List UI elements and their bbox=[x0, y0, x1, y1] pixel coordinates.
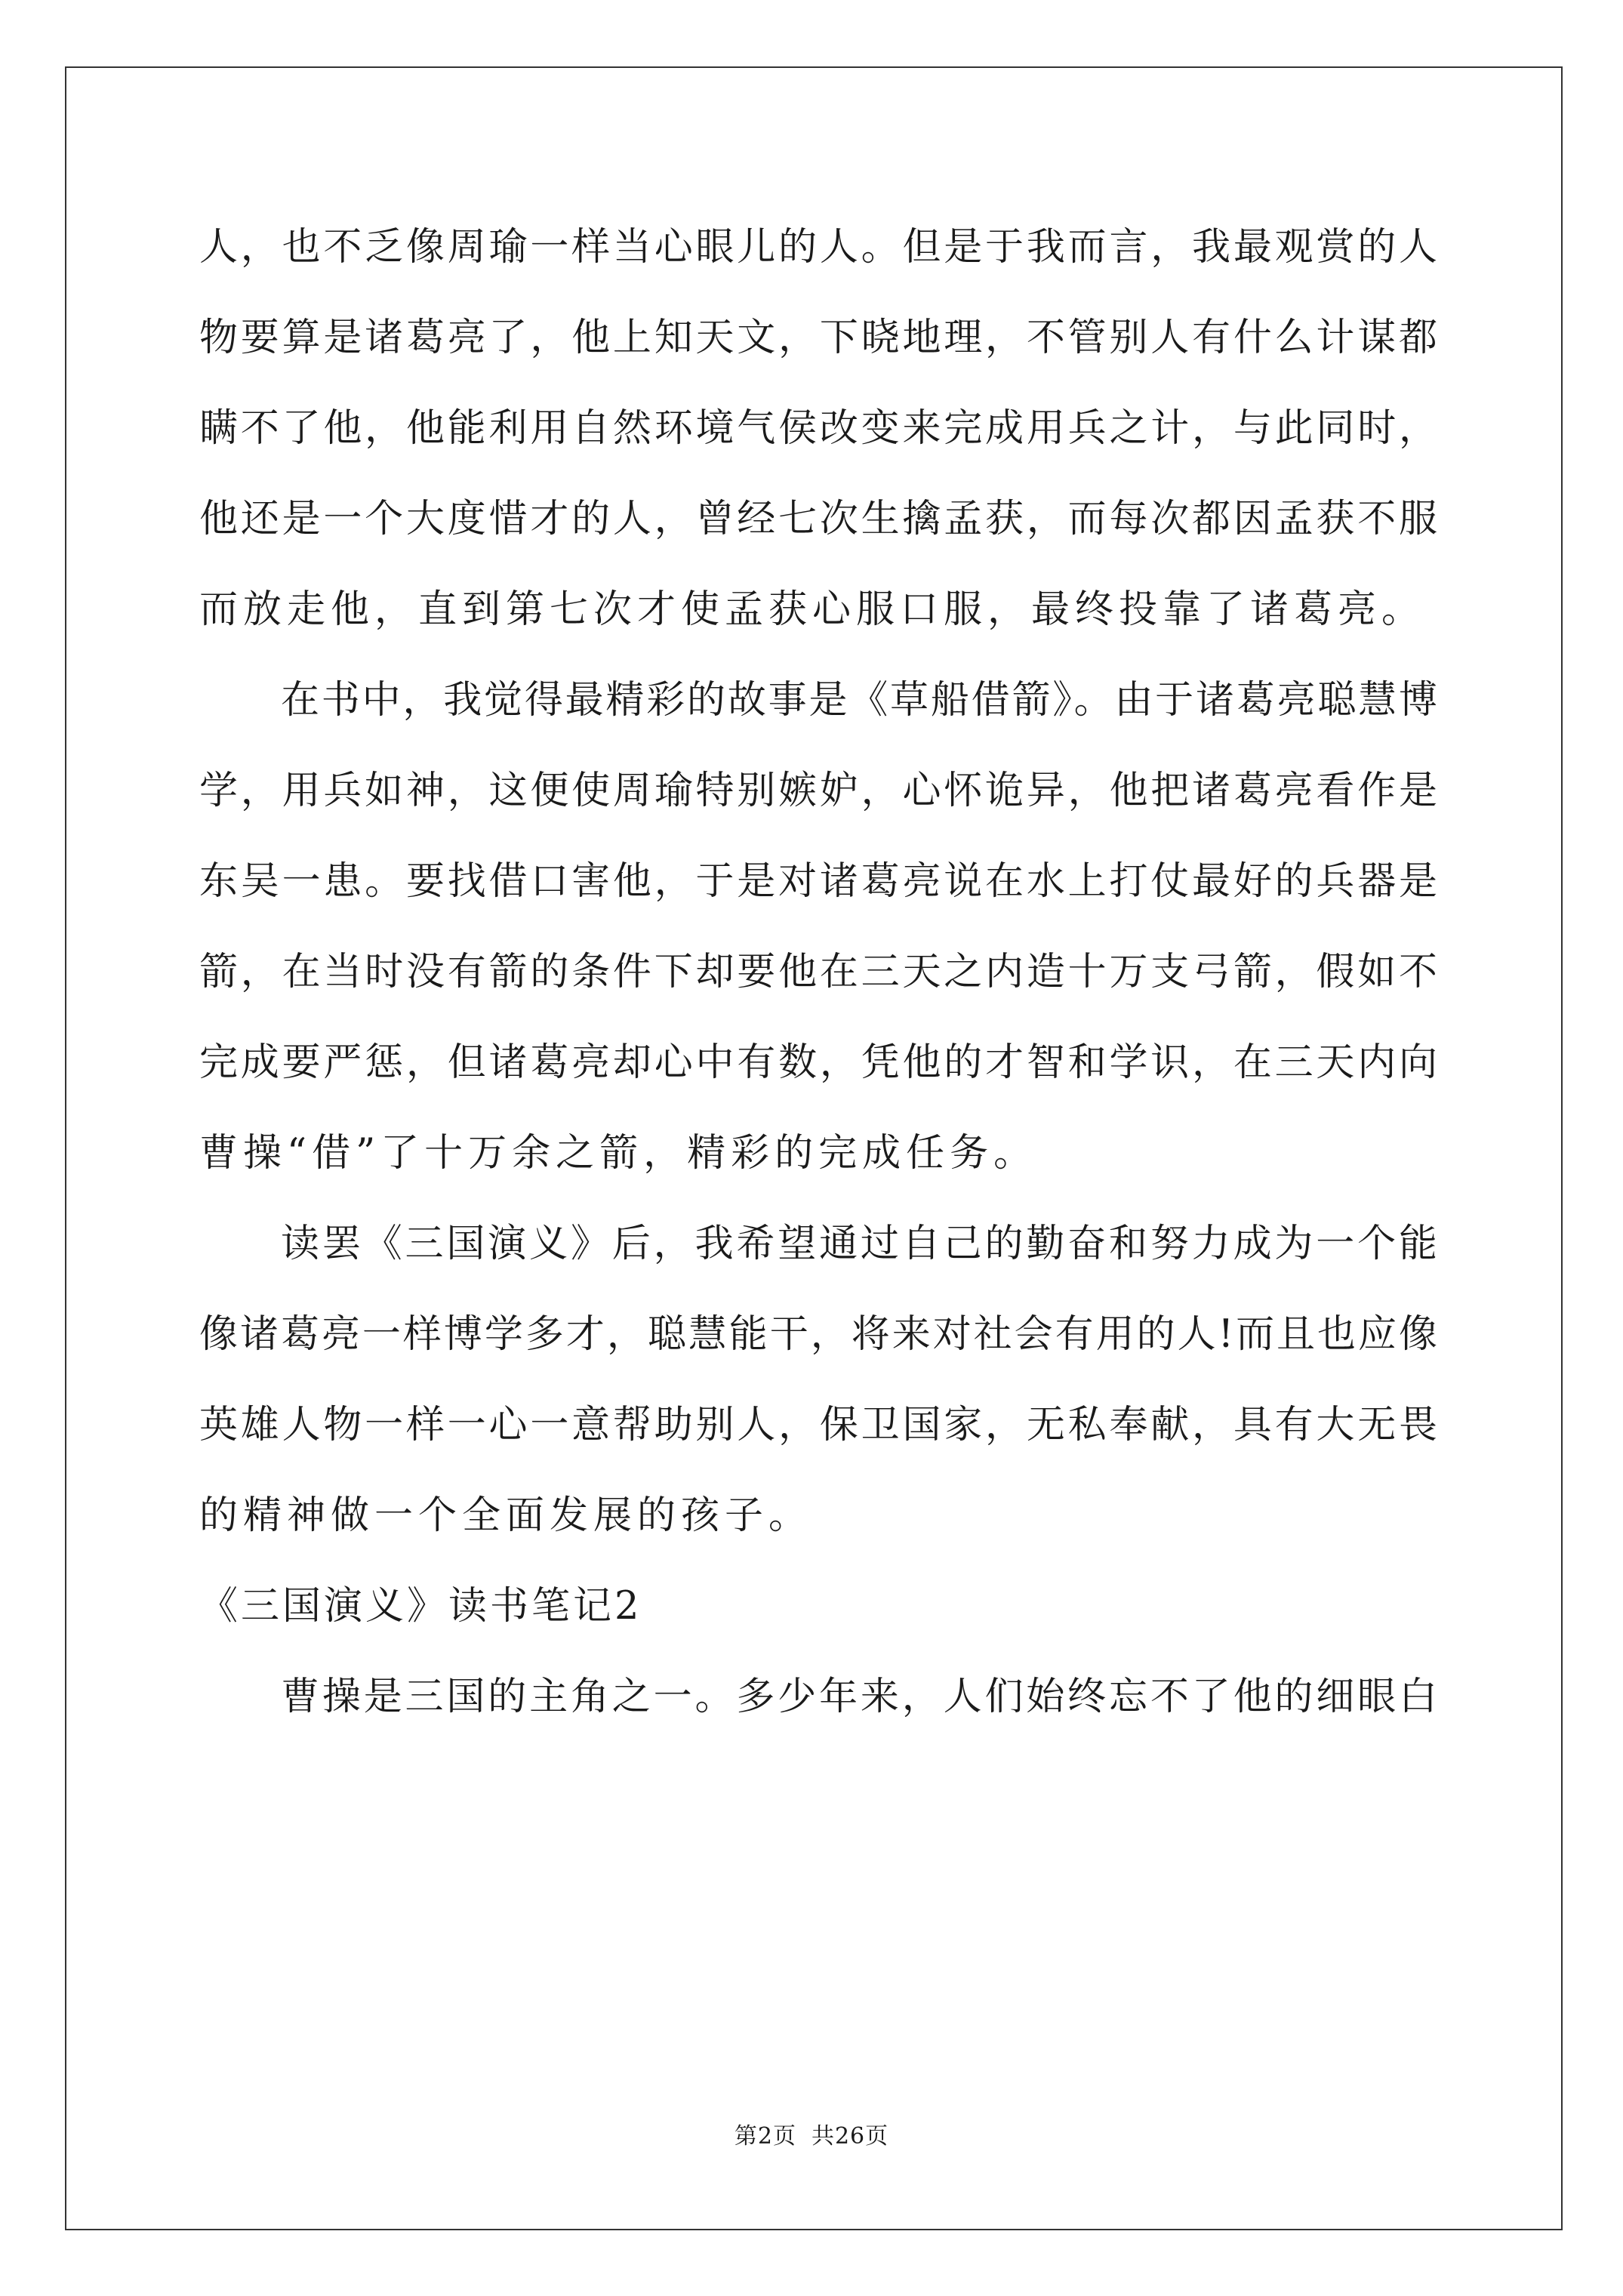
text-line: 学，用兵如神，这便使周瑜特别嫉妒，心怀诡异，他把诸葛亮看作是 bbox=[199, 769, 1437, 813]
text-line: 物要算是诸葛亮了，他上知天文，下晓地理，不管别人有什么计谋都 bbox=[199, 316, 1437, 360]
text-line: 他还是一个大度惜才的人，曾经七次生擒孟获，而每次都因孟获不服 bbox=[199, 497, 1437, 541]
text-line: 箭，在当时没有箭的条件下却要他在三天之内造十万支弓箭，假如不 bbox=[199, 950, 1437, 994]
text-line: 瞒不了他，他能利用自然环境气侯改变来完成用兵之计，与此同时， bbox=[199, 406, 1437, 451]
section-heading: 《三国演义》读书笔记2 bbox=[199, 1584, 642, 1629]
text-line: 读罢《三国演义》后，我希望通过自己的勤奋和努力成为一个能 bbox=[281, 1222, 1437, 1266]
text-line: 在书中，我觉得最精彩的故事是《草船借箭》。由于诸葛亮聪慧博 bbox=[281, 678, 1437, 723]
text-line: 曹操是三国的主角之一。多少年来，人们始终忘不了他的细眼白 bbox=[281, 1675, 1437, 1719]
text-line: 的精神做一个全面发展的孩子。 bbox=[199, 1493, 813, 1538]
page-number: 第2页 bbox=[734, 2123, 796, 2150]
page-total: 共26页 bbox=[811, 2123, 889, 2150]
text-line: 像诸葛亮一样博学多才，聪慧能干，将来对社会有用的人!而且也应像 bbox=[199, 1312, 1437, 1357]
text-line: 而放走他，直到第七次才使孟获心服口服，最终投靠了诸葛亮。 bbox=[199, 587, 1426, 632]
text-line: 东吴一患。要找借口害他，于是对诸葛亮说在水上打仗最好的兵器是 bbox=[199, 859, 1437, 904]
page-footer bbox=[0, 2122, 1623, 2152]
text-line: 曹操“借”了十万余之箭，精彩的完成任务。 bbox=[199, 1131, 1038, 1176]
text-line: 完成要严惩，但诸葛亮却心中有数，凭他的才智和学识，在三天内向 bbox=[199, 1040, 1437, 1085]
text-line: 人，也不乏像周瑜一样当心眼儿的人。但是于我而言，我最观赏的人 bbox=[199, 225, 1437, 270]
text-line: 英雄人物一样一心一意帮助别人，保卫国家，无私奉献，具有大无畏 bbox=[199, 1403, 1437, 1447]
